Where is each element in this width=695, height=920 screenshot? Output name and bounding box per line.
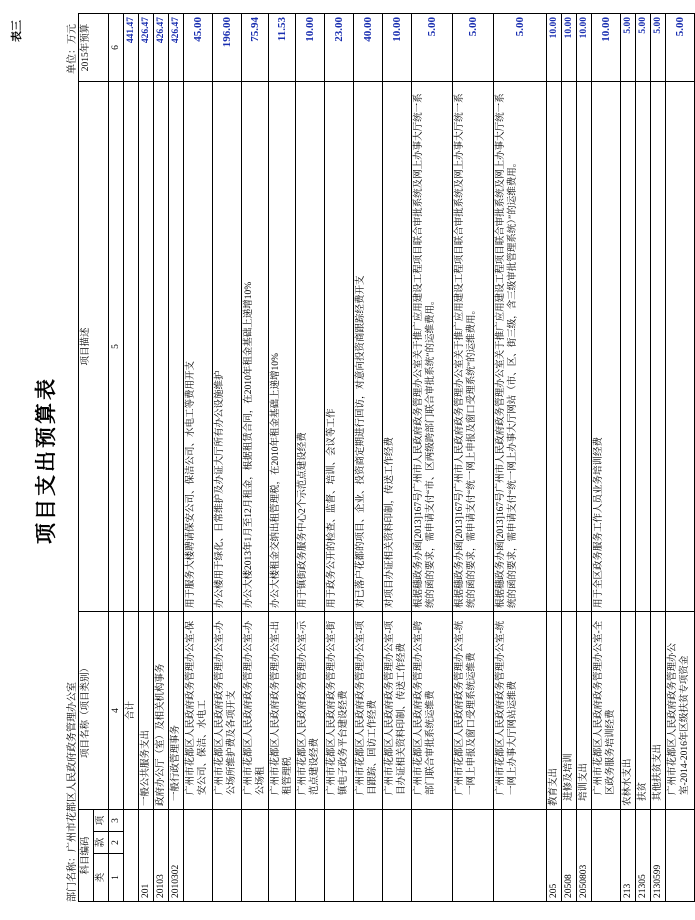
project-desc-cell: 用于全区政务服务工作人员业务培训经费 xyxy=(592,81,621,611)
table-row xyxy=(592,13,621,901)
subject-code-cell: 20103 xyxy=(154,809,169,901)
table-row xyxy=(354,13,383,901)
budget-amount-cell: 10.00 xyxy=(547,13,562,81)
table-code: 表三 xyxy=(11,20,23,42)
index-row xyxy=(109,13,124,901)
project-name-cell: 广州市花都区人民政府政务管理办公室-2014-2016年区级扶贫专项资金 xyxy=(666,611,695,809)
project-desc-cell xyxy=(154,81,169,611)
project-name-cell: 进修及培训 xyxy=(562,611,577,809)
subject-code-cell xyxy=(325,809,354,901)
table-row xyxy=(621,13,636,901)
budget-amount-cell: 5.00 xyxy=(651,13,666,81)
subject-code-cell: 205 xyxy=(547,809,562,901)
table-row xyxy=(383,13,412,901)
subject-code-cell: 201 xyxy=(139,809,154,901)
table-row xyxy=(325,13,354,901)
project-desc-cell xyxy=(577,81,592,611)
page-title: 项目支出预算表 xyxy=(34,376,58,544)
budget-amount-cell: 10.00 xyxy=(296,13,325,81)
index-cell: 6 xyxy=(109,13,124,81)
project-name-cell: 广州市花都区人民政府政务管理办公室-全区政务服务培训经费 xyxy=(592,611,621,809)
project-name-cell: 广州市花都区人民政府政务管理办公室-出租管理税 xyxy=(269,611,296,809)
project-desc-cell xyxy=(124,81,139,611)
subject-code-cell xyxy=(666,809,695,901)
subject-code-cell: 21305 xyxy=(636,809,651,901)
unit-label: 单位：万元 xyxy=(67,24,78,74)
table-row xyxy=(636,13,651,901)
project-desc-cell: 对已落户花都的项目、企业、投资商定期进行回访，对意向投资商跟踪经费开支 xyxy=(354,81,383,611)
table-row xyxy=(154,13,169,901)
department-name: 部门名称：广州市花都区人民政府政务管理办公室 xyxy=(67,682,78,902)
subject-code-cell xyxy=(269,809,296,901)
project-desc-cell: 办公楼用于绿化、日常维护及办证大厅所有办公设施维护 xyxy=(213,81,242,611)
project-name-cell: 广州市花都区人民政府政务管理办公室-街镇电子政务平台建设经费 xyxy=(325,611,354,809)
budget-amount-cell: 426.47 xyxy=(139,13,154,81)
table-row xyxy=(124,13,139,901)
table-row xyxy=(494,13,547,901)
header-kuan: 款 xyxy=(94,832,109,854)
budget-amount-cell: 10.00 xyxy=(562,13,577,81)
subject-code-cell xyxy=(453,809,494,901)
project-name-cell: 教育支出 xyxy=(547,611,562,809)
project-desc-cell: 根据穗政务办函[2013]167号广州市人民政府政务管理办公室关于推广应用建设工程项目联合审批系统及网上办事大厅统一系统的函的要求，需申请支付“统一网上办事大厅网站（市、区、街三级，含三级审批管理系统）”的运维费用。 xyxy=(494,81,547,611)
budget-amount-cell: 5.00 xyxy=(412,13,453,81)
table-row xyxy=(213,13,242,901)
budget-amount-cell: 5.00 xyxy=(636,13,651,81)
subject-code-cell xyxy=(383,809,412,901)
subject-code-cell xyxy=(354,809,383,901)
project-name-cell: 一般公共服务支出 xyxy=(139,611,154,809)
project-desc-cell xyxy=(636,81,651,611)
table-row xyxy=(296,13,325,901)
index-cell: 2 xyxy=(109,832,124,854)
table-row xyxy=(169,13,184,901)
budget-amount-cell: 441.47 xyxy=(124,13,139,81)
budget-amount-cell: 10.00 xyxy=(592,13,621,81)
table-row xyxy=(547,13,562,901)
project-name-cell: 广州市花都区人民政府政务管理办公室-跨部门联合审批系统运维费 xyxy=(412,611,453,809)
table-row xyxy=(453,13,494,901)
project-desc-cell: 用于服务大楼聘请保安公司、保洁公司、水电工等费用开支 xyxy=(184,81,213,611)
table-row xyxy=(651,13,666,901)
header-subject-code: 科目编码 xyxy=(79,809,94,901)
budget-amount-cell: 45.00 xyxy=(184,13,213,81)
table-row xyxy=(577,13,592,901)
budget-amount-cell: 196.00 xyxy=(213,13,242,81)
subject-code-cell xyxy=(412,809,453,901)
project-desc-cell: 用于镇街政务服务中心2个示范点建设经费 xyxy=(296,81,325,611)
project-desc-cell xyxy=(621,81,636,611)
budget-amount-cell: 10.00 xyxy=(383,13,412,81)
project-desc-cell: 办公大楼2013年1月至12月租金，根据租赁合同，在2010年租金基础上递增10% xyxy=(242,81,269,611)
subject-code-cell: 2010302 xyxy=(169,809,184,901)
budget-amount-cell: 5.00 xyxy=(666,13,695,81)
project-name-cell: 合计 xyxy=(124,611,139,809)
subject-code-cell xyxy=(494,809,547,901)
header-project-desc: 项目描述 xyxy=(79,81,109,611)
project-name-cell: 农林水支出 xyxy=(621,611,636,809)
project-desc-cell: 根据穗政务办函[2013]167号广州市人民政府政务管理办公室关于推广应用建设工程项目联合审批系统及网上办事大厅统一系统的函的要求，需申请支付“统一网上申报及窗口受理系统”的运维费用。 xyxy=(453,81,494,611)
project-desc-cell xyxy=(169,81,184,611)
subject-code-cell: 2050803 xyxy=(577,809,592,901)
subject-code-cell xyxy=(184,809,213,901)
budget-amount-cell: 10.00 xyxy=(577,13,592,81)
project-name-cell: 广州市花都区人民政府政务管理办公室-统一网上申报及窗口受理系统运维费 xyxy=(453,611,494,809)
project-name-cell: 广州市花都区人民政府政务管理办公室-办公场租 xyxy=(242,611,269,809)
project-name-cell: 广州市花都区人民政府政务管理办公室-项目办证相关资料印制、传送工作经费 xyxy=(383,611,412,809)
header-budget: 2015年预算 xyxy=(79,13,109,81)
table-row xyxy=(666,13,695,901)
project-name-cell: 扶贫 xyxy=(636,611,651,809)
project-desc-cell: 对项目办证相关资料印制，传送工作经费 xyxy=(383,81,412,611)
table-row xyxy=(562,13,577,901)
budget-amount-cell: 23.00 xyxy=(325,13,354,81)
project-name-cell: 广州市花都区人民政府政务管理办公室-示范点建设经费 xyxy=(296,611,325,809)
project-name-cell: 其他扶贫支出 xyxy=(651,611,666,809)
project-name-cell: 广州市花都区人民政府政务管理办公室-统一网上办事大厅网站运维费 xyxy=(494,611,547,809)
budget-amount-cell: 11.53 xyxy=(269,13,296,81)
subject-code-cell xyxy=(242,809,269,901)
subject-code-cell: 20508 xyxy=(562,809,577,901)
project-name-cell: 一般行政管理事务 xyxy=(169,611,184,809)
table-row xyxy=(139,13,154,901)
project-desc-cell: 用于政务公开的检查、监督、培训、会议等工作 xyxy=(325,81,354,611)
index-cell: 5 xyxy=(109,81,124,611)
header-project-name: 项目名称（项目类别） xyxy=(79,611,109,809)
table-row xyxy=(184,13,213,901)
subject-code-cell: 213 xyxy=(621,809,636,901)
budget-table xyxy=(78,13,695,902)
project-name-cell: 广州市花都区人民政府政务管理办公室-保安公司、保洁、水电工 xyxy=(184,611,213,809)
project-name-cell: 广州市花都区人民政府政务管理办公室-项目跟踪、回访工作经费 xyxy=(354,611,383,809)
header-lei: 类 xyxy=(94,854,109,902)
subject-code-cell xyxy=(296,809,325,901)
project-name-cell: 广州市花都区人民政府政务管理办公室-办公场所维护费及各项开支 xyxy=(213,611,242,809)
table-row xyxy=(269,13,296,901)
table-row xyxy=(412,13,453,901)
project-desc-cell xyxy=(547,81,562,611)
subject-code-cell: 2130599 xyxy=(651,809,666,901)
table-row xyxy=(242,13,269,901)
budget-amount-cell: 426.47 xyxy=(169,13,184,81)
project-desc-cell: 根据穗政务办函[2013]167号广州市人民政府政务管理办公室关于推广应用建设工程项目联合审批系统及网上办事大厅统一系统的函的要求，需申请支付“市、区两级跨部门联合审批系统”的运维费用。 xyxy=(412,81,453,611)
project-name-cell: 政府办公厅（室）及相关机构事务 xyxy=(154,611,169,809)
project-desc-cell xyxy=(666,81,695,611)
subject-code-cell xyxy=(213,809,242,901)
index-cell: 4 xyxy=(109,611,124,809)
budget-amount-cell: 40.00 xyxy=(354,13,383,81)
budget-amount-cell: 75.94 xyxy=(242,13,269,81)
header-xiang: 项 xyxy=(94,809,109,831)
budget-amount-cell: 426.47 xyxy=(154,13,169,81)
project-desc-cell xyxy=(651,81,666,611)
budget-amount-cell: 5.00 xyxy=(494,13,547,81)
project-desc-cell xyxy=(562,81,577,611)
subject-code-cell xyxy=(592,809,621,901)
project-name-cell: 培训支出 xyxy=(577,611,592,809)
subject-code-cell xyxy=(124,809,139,901)
budget-amount-cell: 5.00 xyxy=(621,13,636,81)
budget-amount-cell: 5.00 xyxy=(453,13,494,81)
index-cell: 3 xyxy=(109,809,124,831)
index-cell: 1 xyxy=(109,854,124,902)
project-desc-cell xyxy=(139,81,154,611)
project-desc-cell: 办公大楼租金交纳出租管理税，在2010年租金基础上递增10% xyxy=(269,81,296,611)
